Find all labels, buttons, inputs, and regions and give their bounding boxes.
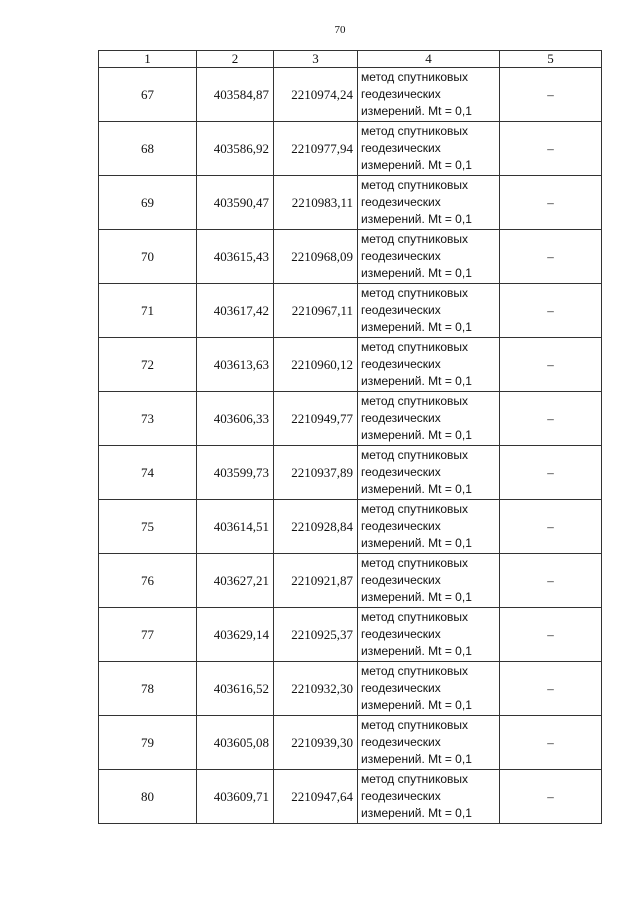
method-text-line: метод спутниковых	[361, 718, 469, 732]
method-text-line: измерений. Mt = 0,1	[361, 212, 472, 226]
method-text-line: измерений. Mt = 0,1	[361, 590, 472, 604]
table-row	[99, 608, 602, 662]
method-text-line: измерений. Mt = 0,1	[361, 320, 472, 334]
method-text-line: измерений. Mt = 0,1	[361, 104, 472, 118]
x-coordinate-cell: 403616,52	[197, 662, 274, 716]
method-text-line: метод спутниковых	[361, 70, 469, 84]
method-text-line: измерений. Mt = 0,1	[361, 806, 472, 820]
table-row	[99, 554, 602, 608]
x-coordinate-cell: 403606,33	[197, 392, 274, 446]
y-coordinate-cell: 2210960,12	[274, 338, 358, 392]
point-number-cell: 76	[99, 554, 197, 608]
method-text-line: геодезических	[361, 573, 441, 587]
note-cell: –	[500, 770, 602, 824]
method-cell	[358, 338, 500, 392]
column-header-5: 5	[500, 51, 602, 68]
table-row	[99, 68, 602, 122]
method-text-line: метод спутниковых	[361, 772, 469, 786]
note-cell: –	[500, 176, 602, 230]
method-cell	[358, 770, 500, 824]
note-cell: –	[500, 68, 602, 122]
page-number: 70	[334, 24, 346, 36]
method-text-line: метод спутниковых	[361, 556, 469, 570]
table-row	[99, 230, 602, 284]
point-number-cell: 79	[99, 716, 197, 770]
point-number-cell: 72	[99, 338, 197, 392]
method-text-line: метод спутниковых	[361, 664, 469, 678]
method-text-line: метод спутниковых	[361, 448, 469, 462]
y-coordinate-cell: 2210925,37	[274, 608, 358, 662]
method-text-line: метод спутниковых	[361, 610, 469, 624]
note-cell: –	[500, 122, 602, 176]
y-coordinate-cell: 2210949,77	[274, 392, 358, 446]
note-cell: –	[500, 716, 602, 770]
note-cell: –	[500, 500, 602, 554]
point-number-cell: 68	[99, 122, 197, 176]
method-text-line: метод спутниковых	[361, 286, 469, 300]
method-text-line: метод спутниковых	[361, 124, 469, 138]
method-cell	[358, 68, 500, 122]
method-cell	[358, 392, 500, 446]
column-header-1: 1	[99, 51, 197, 68]
table-body	[99, 68, 602, 824]
method-text-line: геодезических	[361, 681, 441, 695]
y-coordinate-cell: 2210937,89	[274, 446, 358, 500]
note-cell: –	[500, 662, 602, 716]
point-number-cell: 78	[99, 662, 197, 716]
x-coordinate-cell: 403617,42	[197, 284, 274, 338]
method-text-line: измерений. Mt = 0,1	[361, 482, 472, 496]
y-coordinate-cell: 2210968,09	[274, 230, 358, 284]
method-cell	[358, 230, 500, 284]
x-coordinate-cell: 403613,63	[197, 338, 274, 392]
note-cell: –	[500, 284, 602, 338]
method-text-line: метод спутниковых	[361, 394, 469, 408]
point-number-cell: 73	[99, 392, 197, 446]
method-text-line: геодезических	[361, 519, 441, 533]
table-row	[99, 176, 602, 230]
point-number-cell: 80	[99, 770, 197, 824]
method-text-line: метод спутниковых	[361, 232, 469, 246]
note-cell: –	[500, 554, 602, 608]
y-coordinate-cell: 2210974,24	[274, 68, 358, 122]
method-text-line: геодезических	[361, 195, 441, 209]
method-text-line: метод спутниковых	[361, 178, 469, 192]
point-number-cell: 71	[99, 284, 197, 338]
point-number-cell: 69	[99, 176, 197, 230]
x-coordinate-cell: 403586,92	[197, 122, 274, 176]
method-text-line: геодезических	[361, 465, 441, 479]
table-row	[99, 770, 602, 824]
note-cell: –	[500, 230, 602, 284]
method-cell	[358, 284, 500, 338]
y-coordinate-cell: 2210921,87	[274, 554, 358, 608]
x-coordinate-cell: 403599,73	[197, 446, 274, 500]
method-text-line: измерений. Mt = 0,1	[361, 374, 472, 388]
y-coordinate-cell: 2210947,64	[274, 770, 358, 824]
method-cell	[358, 176, 500, 230]
column-header-4: 4	[358, 51, 500, 68]
column-header-3: 3	[274, 51, 358, 68]
method-text-line: измерений. Mt = 0,1	[361, 698, 472, 712]
method-text-line: геодезических	[361, 735, 441, 749]
x-coordinate-cell: 403614,51	[197, 500, 274, 554]
method-text-line: геодезических	[361, 249, 441, 263]
y-coordinate-cell: 2210983,11	[274, 176, 358, 230]
table-row	[99, 392, 602, 446]
method-text-line: метод спутниковых	[361, 340, 469, 354]
note-cell: –	[500, 392, 602, 446]
method-cell	[358, 446, 500, 500]
table-row	[99, 716, 602, 770]
method-text-line: геодезических	[361, 627, 441, 641]
method-cell	[358, 122, 500, 176]
point-number-cell: 67	[99, 68, 197, 122]
method-text-line: метод спутниковых	[361, 502, 469, 516]
method-text-line: измерений. Mt = 0,1	[361, 752, 472, 766]
method-text-line: геодезических	[361, 303, 441, 317]
y-coordinate-cell: 2210967,11	[274, 284, 358, 338]
coordinates-table	[98, 50, 602, 824]
method-text-line: геодезических	[361, 357, 441, 371]
y-coordinate-cell: 2210977,94	[274, 122, 358, 176]
note-cell: –	[500, 446, 602, 500]
method-text-line: измерений. Mt = 0,1	[361, 536, 472, 550]
note-cell: –	[500, 608, 602, 662]
method-text-line: геодезических	[361, 87, 441, 101]
method-text-line: измерений. Mt = 0,1	[361, 428, 472, 442]
method-cell	[358, 608, 500, 662]
point-number-cell: 70	[99, 230, 197, 284]
y-coordinate-cell: 2210939,30	[274, 716, 358, 770]
method-text-line: геодезических	[361, 411, 441, 425]
column-header-2: 2	[197, 51, 274, 68]
method-text-line: измерений. Mt = 0,1	[361, 266, 472, 280]
method-cell	[358, 662, 500, 716]
method-text-line: измерений. Mt = 0,1	[361, 158, 472, 172]
table-header-row	[99, 51, 602, 68]
x-coordinate-cell: 403584,87	[197, 68, 274, 122]
x-coordinate-cell: 403609,71	[197, 770, 274, 824]
y-coordinate-cell: 2210932,30	[274, 662, 358, 716]
point-number-cell: 74	[99, 446, 197, 500]
table-row	[99, 446, 602, 500]
point-number-cell: 77	[99, 608, 197, 662]
method-text-line: геодезических	[361, 789, 441, 803]
x-coordinate-cell: 403590,47	[197, 176, 274, 230]
method-cell	[358, 716, 500, 770]
method-cell	[358, 500, 500, 554]
note-cell: –	[500, 338, 602, 392]
table-row	[99, 500, 602, 554]
x-coordinate-cell: 403629,14	[197, 608, 274, 662]
x-coordinate-cell: 403627,21	[197, 554, 274, 608]
table-row	[99, 662, 602, 716]
x-coordinate-cell: 403605,08	[197, 716, 274, 770]
table-row	[99, 122, 602, 176]
table-row	[99, 284, 602, 338]
point-number-cell: 75	[99, 500, 197, 554]
method-cell	[358, 554, 500, 608]
y-coordinate-cell: 2210928,84	[274, 500, 358, 554]
table-row	[99, 338, 602, 392]
method-text-line: геодезических	[361, 141, 441, 155]
method-text-line: измерений. Mt = 0,1	[361, 644, 472, 658]
x-coordinate-cell: 403615,43	[197, 230, 274, 284]
